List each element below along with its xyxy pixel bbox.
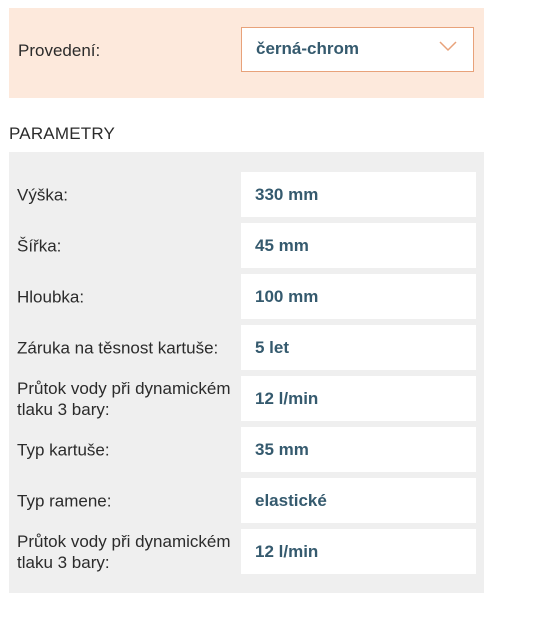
- parameter-label: Typ kartuše:: [17, 440, 110, 459]
- parameter-label: Typ ramene:: [17, 491, 112, 510]
- parameter-value: 12 l/min: [255, 541, 319, 561]
- parameter-value: 35 mm: [255, 439, 309, 459]
- parameter-value: 5 let: [255, 337, 290, 357]
- parameter-value-cell: [241, 427, 476, 472]
- parameter-label: Průtok vody při dynamickém tlaku 3 bary:: [17, 378, 231, 419]
- parameter-row: [9, 325, 484, 370]
- variant-select[interactable]: [241, 27, 474, 72]
- parameter-value-cell: [241, 274, 476, 319]
- parameter-row: [9, 427, 484, 472]
- parameter-row: [9, 529, 484, 574]
- parameter-row: [9, 172, 484, 217]
- parameter-value: 45 mm: [255, 235, 309, 255]
- parameter-value-cell: [241, 376, 476, 421]
- parameter-value-cell: [241, 478, 476, 523]
- parameter-value: 12 l/min: [255, 388, 319, 408]
- parameter-value-cell: [241, 223, 476, 268]
- variant-selector-panel: [9, 8, 484, 98]
- parameter-value-cell: [241, 325, 476, 370]
- parameter-label: Šířka:: [17, 236, 62, 255]
- parameter-label: Výška:: [17, 185, 69, 204]
- parameters-table: [9, 152, 484, 593]
- parameter-label: Záruka na těsnost kartuše:: [17, 338, 219, 357]
- parameter-row: [9, 223, 484, 268]
- variant-label: Provedení:: [18, 41, 101, 60]
- parameter-row: [9, 274, 484, 319]
- parameter-label: Průtok vody při dynamickém tlaku 3 bary:: [17, 531, 231, 572]
- parameter-value-cell: [241, 172, 476, 217]
- parameter-value-cell: [241, 529, 476, 574]
- parameter-value: elastické: [255, 490, 327, 510]
- parameter-row: [9, 376, 484, 421]
- parameter-label: Hloubka:: [17, 287, 85, 306]
- parameters-title: PARAMETRY: [9, 124, 116, 143]
- parameter-row: [9, 478, 484, 523]
- parameter-value: 330 mm: [255, 184, 319, 204]
- parameter-value: 100 mm: [255, 286, 319, 306]
- variant-selected-value: černá-chrom: [256, 39, 359, 58]
- chevron-down-icon: [439, 40, 457, 52]
